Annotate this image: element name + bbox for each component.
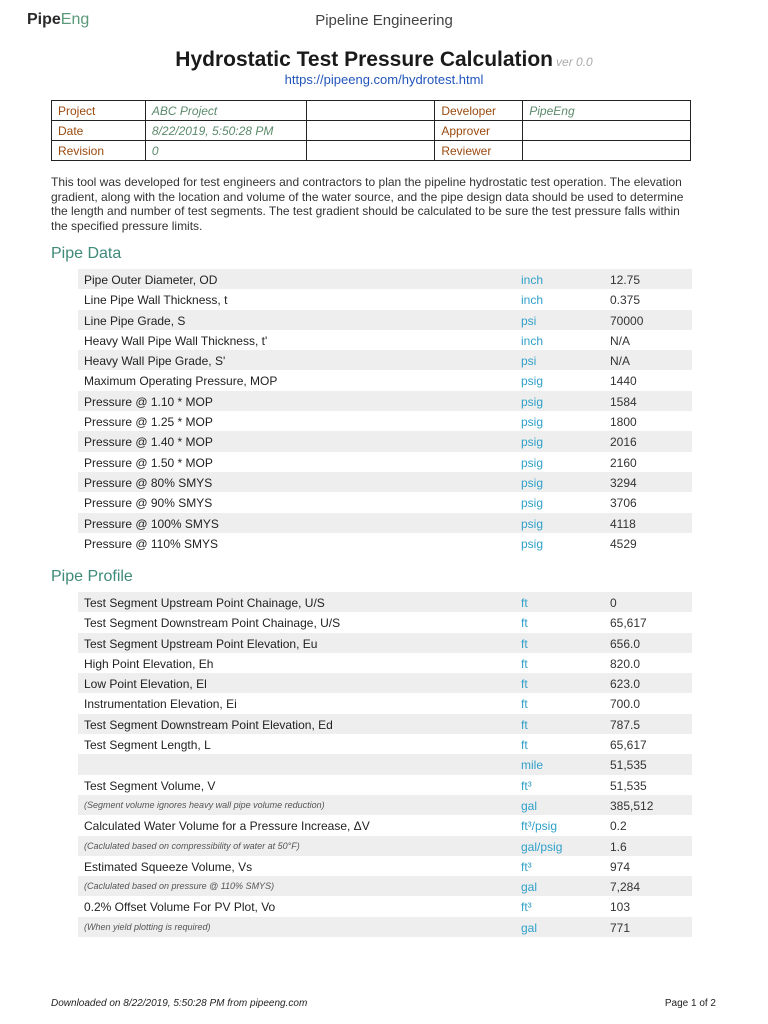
table-row (78, 714, 692, 734)
row-label: Pressure @ 90% SMYS (84, 496, 213, 511)
footer-page-number: Page 1 of 2 (664, 998, 716, 1009)
row-label: Pressure @ 1.25 * MOP (84, 415, 213, 430)
pipe-data-heading: Pipe Data (51, 245, 122, 262)
row-unit: ft (521, 738, 528, 753)
table-row (78, 693, 692, 713)
table-row (78, 411, 692, 431)
row-value: 1584 (610, 394, 637, 409)
row-value: N/A (610, 354, 631, 369)
logo-text-pipe: Pipe (27, 11, 61, 28)
approver-label: Approver (435, 121, 523, 141)
row-unit: ft (521, 616, 528, 631)
developer-label: Developer (435, 101, 523, 121)
row-value: 3294 (610, 475, 637, 490)
row-unit: psig (521, 455, 544, 470)
row-value: N/A (610, 333, 631, 348)
row-label: Calculated Water Volume for a Pressure Increase, ΔV (84, 819, 370, 834)
row-unit: gal (521, 798, 538, 813)
row-value: 656.0 (610, 636, 641, 651)
table-row (78, 795, 692, 815)
table-row (78, 350, 692, 370)
row-value: 1800 (610, 415, 637, 430)
table-row (78, 836, 692, 856)
row-value: 2160 (610, 455, 637, 470)
row-unit: psi (521, 313, 537, 328)
row-value: 0.375 (610, 293, 641, 308)
row-value: 12.75 (610, 273, 641, 287)
row-unit: ft³/psig (521, 819, 558, 834)
developer-value: PipeEng (523, 101, 691, 121)
table-row (78, 734, 692, 754)
row-unit: gal (521, 920, 538, 935)
row-unit: psig (521, 496, 544, 511)
pipe-profile-heading: Pipe Profile (51, 568, 133, 585)
row-unit: psig (521, 536, 544, 551)
row-value: 70000 (610, 313, 644, 328)
row-unit: psig (521, 435, 544, 450)
table-row (78, 330, 692, 350)
row-value: 1440 (610, 374, 637, 389)
table-row (78, 269, 692, 289)
row-value: 51,535 (610, 758, 647, 773)
row-value: 3706 (610, 496, 637, 511)
document-title: Hydrostatic Test Pressure Calculation (175, 48, 554, 71)
row-value: 65,617 (610, 738, 647, 753)
row-unit: psi (521, 354, 537, 369)
version-label: ver 0.0 (556, 55, 593, 69)
row-label: 0.2% Offset Volume For PV Plot, Vo (84, 900, 276, 915)
row-value: 1.6 (610, 839, 627, 854)
table-row (78, 492, 692, 512)
row-label: Pressure @ 110% SMYS (84, 536, 219, 551)
document-url-link[interactable]: https://pipeeng.com/hydrotest.html (284, 72, 484, 87)
row-label: Heavy Wall Pipe Grade, S' (84, 354, 226, 369)
row-value: 0 (610, 596, 617, 610)
row-unit: ft³ (521, 778, 532, 793)
table-row (78, 533, 692, 553)
date-row (52, 121, 691, 141)
row-value: 700.0 (610, 697, 641, 712)
footer-download-info: Downloaded on 8/22/2019, 5:50:28 PM from pipeeng.com (51, 998, 308, 1009)
pipe-data-table (78, 269, 692, 553)
row-label: Heavy Wall Pipe Wall Thickness, t' (84, 333, 268, 348)
row-label: Estimated Squeeze Volume, Vs (84, 859, 253, 874)
table-row (78, 917, 692, 937)
row-unit: gal (521, 880, 538, 895)
row-value: 2016 (610, 435, 637, 450)
reviewer-label: Reviewer (435, 141, 523, 161)
row-label: High Point Elevation, Eh (84, 656, 214, 671)
row-unit: ft (521, 697, 528, 712)
table-row (78, 612, 692, 632)
row-label: Test Segment Downstream Point Elevation, Ed (84, 717, 333, 732)
row-value: 103 (610, 900, 631, 915)
row-value: 7,284 (610, 880, 641, 895)
table-row (78, 653, 692, 673)
row-label: Maximum Operating Pressure, MOP (84, 374, 278, 389)
table-row (78, 754, 692, 774)
row-label: Test Segment Upstream Point Chainage, U/S (84, 596, 325, 610)
row-label: Line Pipe Wall Thickness, t (84, 293, 228, 308)
row-unit: ft³ (521, 900, 532, 915)
table-row (78, 815, 692, 835)
row-note: (Segment volume ignores heavy wall pipe volume reduction) (84, 799, 325, 810)
row-value: 820.0 (610, 656, 641, 671)
reviewer-value (523, 141, 691, 161)
row-label: Pressure @ 1.50 * MOP (84, 455, 213, 470)
row-unit: ft (521, 636, 528, 651)
table-row (78, 472, 692, 492)
project-row (52, 101, 691, 121)
row-label: Pressure @ 80% SMYS (84, 475, 213, 490)
table-row (78, 513, 692, 533)
site-title: Pipeline Engineering (315, 12, 453, 29)
table-row (78, 452, 692, 472)
row-value: 4118 (610, 516, 636, 531)
empty-cell (306, 141, 435, 161)
row-unit: ft (521, 677, 528, 692)
row-label: Pressure @ 1.40 * MOP (84, 435, 213, 450)
row-note: (When yield plotting is required) (84, 921, 211, 932)
row-label: Test Segment Volume, V (84, 778, 216, 793)
table-row (78, 633, 692, 653)
row-label: Test Segment Length, L (84, 738, 211, 753)
row-label: Pipe Outer Diameter, OD (84, 273, 218, 287)
table-row (78, 431, 692, 451)
row-unit: psig (521, 415, 544, 430)
row-value: 623.0 (610, 677, 641, 692)
row-unit: inch (521, 333, 544, 348)
table-row (78, 391, 692, 411)
row-value: 4529 (610, 536, 637, 551)
tool-description: This tool was developed for test engineers and contractors to plan the pipeline hydrostatic test operation. The elevation gradient, along with the location and volume of the water source, and the pipe design data should be used to determine the length and number of test segments. The test gradient should be calculated to be sure the test pressure falls within the specified pressure limits. (51, 175, 684, 233)
row-unit: mile (521, 758, 544, 773)
table-row (78, 876, 692, 896)
row-note: (Caclulated based on pressure @ 110% SMYS) (84, 881, 275, 892)
row-unit: psig (521, 394, 544, 409)
row-value: 65,617 (610, 616, 647, 631)
table-row (78, 310, 692, 330)
date-value: 8/22/2019, 5:50:28 PM (145, 121, 306, 141)
row-value: 771 (610, 920, 631, 935)
revision-row (52, 141, 691, 161)
row-unit: psig (521, 516, 544, 531)
project-value: ABC Project (145, 101, 306, 121)
project-label: Project (52, 101, 146, 121)
row-label: Pressure @ 100% SMYS (84, 516, 219, 531)
table-row (78, 896, 692, 916)
row-label: Low Point Elevation, El (84, 677, 207, 692)
row-unit: ft³ (521, 859, 532, 874)
table-row (78, 673, 692, 693)
row-unit: inch (521, 273, 544, 287)
pipe-profile-table (78, 592, 692, 937)
approver-value (523, 121, 691, 141)
revision-value: 0 (145, 141, 306, 161)
logo-text-eng: Eng (60, 11, 90, 28)
row-unit: gal/psig (521, 839, 563, 854)
row-unit: inch (521, 293, 544, 308)
row-unit: psig (521, 374, 544, 389)
empty-cell (306, 121, 435, 141)
row-note: (Caclulated based on compressibility of water at 50°F) (84, 840, 300, 851)
row-label: Test Segment Downstream Point Chainage, U/S (84, 616, 341, 631)
row-label: Line Pipe Grade, S (84, 313, 186, 328)
table-row (78, 289, 692, 309)
empty-cell (306, 101, 435, 121)
row-unit: ft (521, 717, 528, 732)
row-label: Instrumentation Elevation, Ei (84, 697, 237, 712)
project-info-table (51, 100, 691, 161)
table-row (78, 775, 692, 795)
row-unit: psig (521, 475, 544, 490)
row-value: 51,535 (610, 778, 647, 793)
row-label: Test Segment Upstream Point Elevation, Eu (84, 636, 318, 651)
date-label: Date (52, 121, 146, 141)
row-value: 0.2 (610, 819, 627, 834)
document-title-block (0, 48, 768, 72)
row-value: 974 (610, 859, 631, 874)
row-value: 385,512 (610, 798, 654, 813)
table-row (78, 370, 692, 390)
table-row (78, 856, 692, 876)
row-unit: ft (521, 596, 528, 610)
table-row (78, 592, 692, 612)
row-unit: ft (521, 656, 528, 671)
revision-label: Revision (52, 141, 146, 161)
row-value: 787.5 (610, 717, 641, 732)
row-label: Pressure @ 1.10 * MOP (84, 394, 213, 409)
